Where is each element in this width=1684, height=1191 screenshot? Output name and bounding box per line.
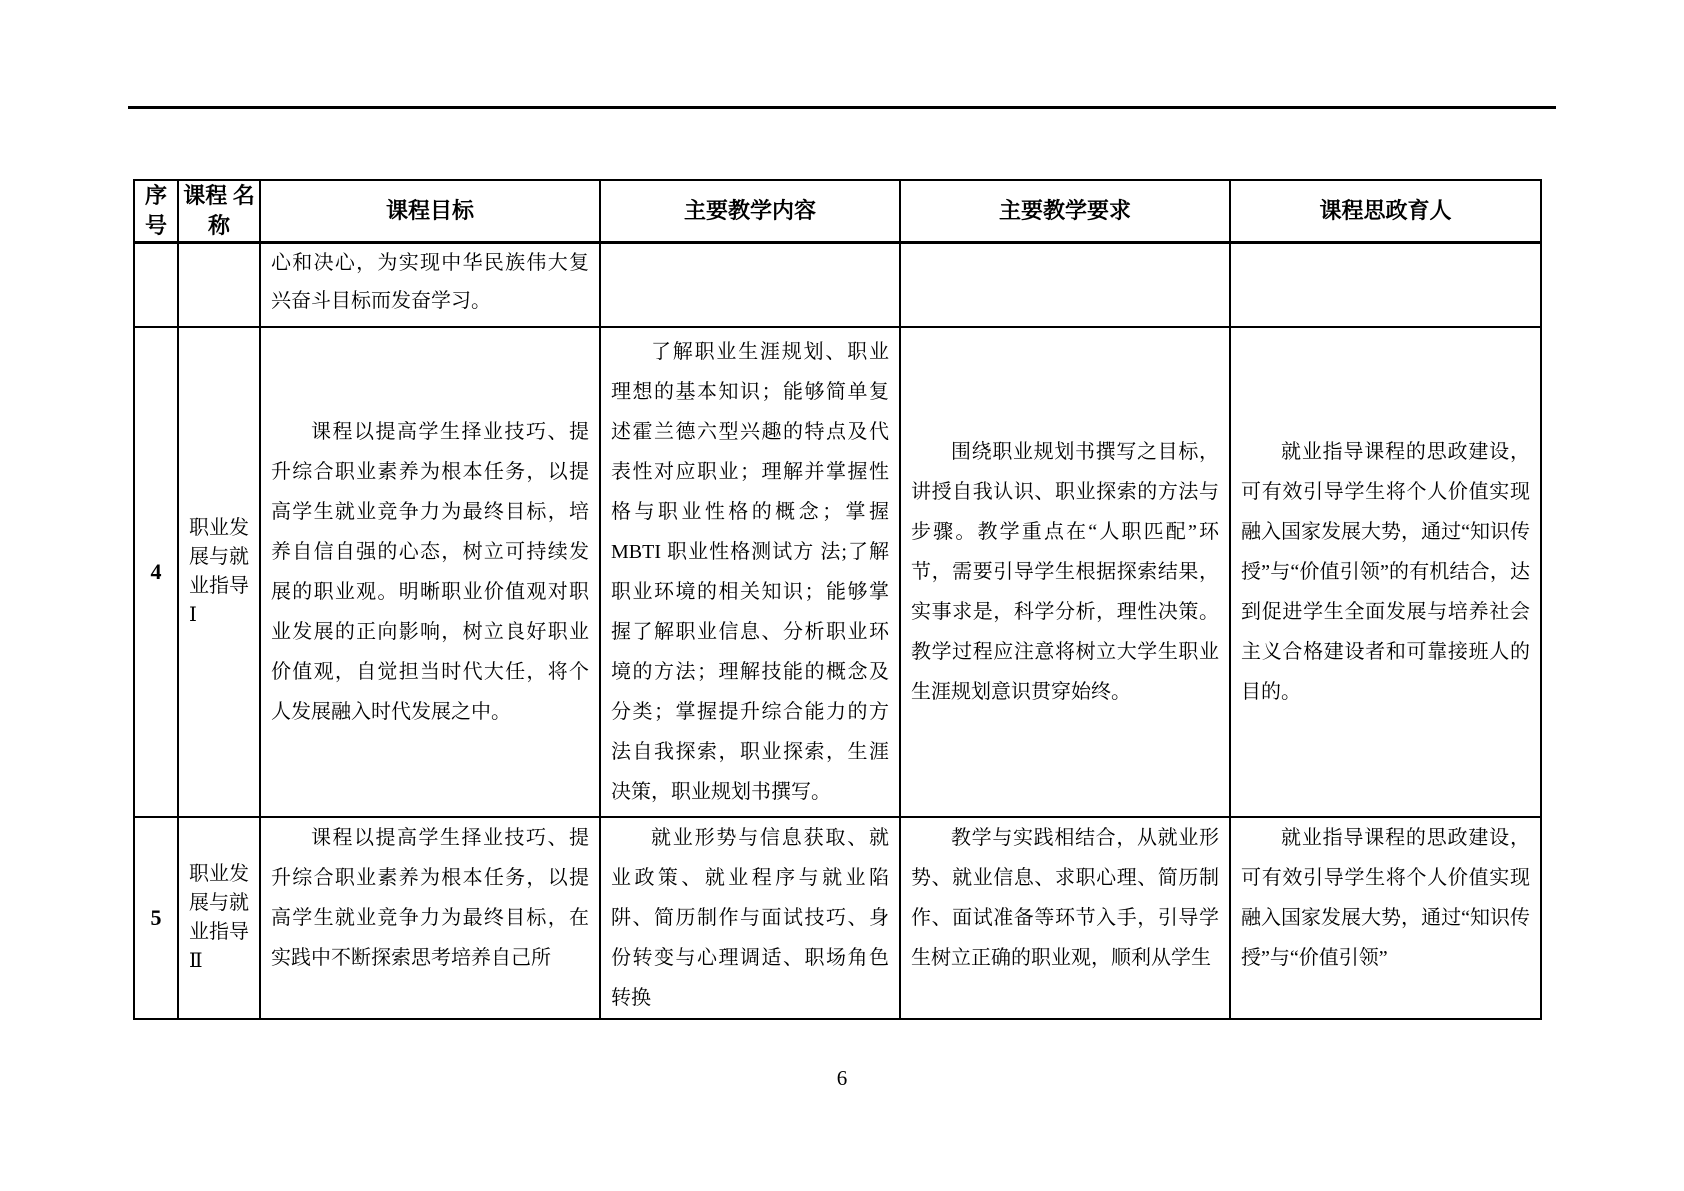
table-row-continuation (134, 243, 1541, 327)
cell-objective: 课程以提高学生择业技巧、提升综合职业素养为根本任务，以提高学生就业竞争力为最终目标，培养自信自强的心态，树立可持续发展的职业观。明晰职业价值观对职业发展的正向影响，树立良好职业价值观，自觉担当时代大任，将个人发展融入时代发展之中。 (260, 327, 600, 817)
table-row-4 (134, 327, 1541, 817)
cell-no: 4 (134, 327, 178, 817)
cell-course-name: 职业发展与就业指导Ⅰ (178, 327, 260, 817)
col-header-content: 主要教学内容 (600, 180, 900, 243)
cell-ideology: 就业指导课程的思政建设，可有效引导学生将个人价值实现融入国家发展大势，通过“知识传授”与“价值引领” (1230, 817, 1541, 1019)
page-number: 6 (836, 1066, 848, 1090)
cell-ideology (1230, 243, 1541, 327)
col-header-course-name: 课程 名称 (178, 180, 260, 243)
col-header-requirement: 主要教学要求 (900, 180, 1230, 243)
cell-course-name: 职业发展与就业指导Ⅱ (178, 817, 260, 1019)
cell-objective: 课程以提高学生择业技巧、提升综合职业素养为根本任务，以提高学生就业竞争力为最终目标，在实践中不断探索思考培养自己所 (260, 817, 600, 1019)
cell-course-name (178, 243, 260, 327)
col-header-objective: 课程目标 (260, 180, 600, 243)
cell-objective: 心和决心，为实现中华民族伟大复兴奋斗目标而发奋学习。 (260, 243, 600, 327)
table-row-5 (134, 817, 1541, 1019)
cell-requirement (900, 243, 1230, 327)
course-table (133, 179, 1542, 1020)
cell-no: 5 (134, 817, 178, 1019)
col-header-no: 序号 (134, 180, 178, 243)
cell-no (134, 243, 178, 327)
cell-requirement: 教学与实践相结合，从就业形势、就业信息、求职心理、简历制作、面试准备等环节入手，引导学生树立正确的职业观，顺利从学生 (900, 817, 1230, 1019)
header-rule (128, 106, 1556, 109)
cell-content: 了解职业生涯规划、职业理想的基本知识；能够简单复述霍兰德六型兴趣的特点及代表性对应职业；理解并掌握性格与职业性格的概念；掌握MBTI 职业性格测试方 法;了解职业环境的相关知识；能够掌握了解职业信息、分析职业环境的方法；理解技能的概念及分类；掌握提升综合能力的方法自我探索，职业探索，生涯决策，职业规划书撰写。 (600, 327, 900, 817)
cell-content: 就业形势与信息获取、就业政策、就业程序与就业陷阱、简历制作与面试技巧、身份转变与心理调适、职场角色转换 (600, 817, 900, 1019)
table-header-row (134, 180, 1541, 243)
cell-content (600, 243, 900, 327)
cell-ideology: 就业指导课程的思政建设，可有效引导学生将个人价值实现融入国家发展大势，通过“知识传授”与“价值引领”的有机结合，达到促进学生全面发展与培养社会主义合格建设者和可靠接班人的目的。 (1230, 327, 1541, 817)
cell-requirement: 围绕职业规划书撰写之目标，讲授自我认识、职业探索的方法与步骤。教学重点在“人职匹配”环节，需要引导学生根据探索结果，实事求是，科学分析，理性决策。教学过程应注意将树立大学生职业生涯规划意识贯穿始终。 (900, 327, 1230, 817)
col-header-ideology: 课程思政育人 (1230, 180, 1541, 243)
